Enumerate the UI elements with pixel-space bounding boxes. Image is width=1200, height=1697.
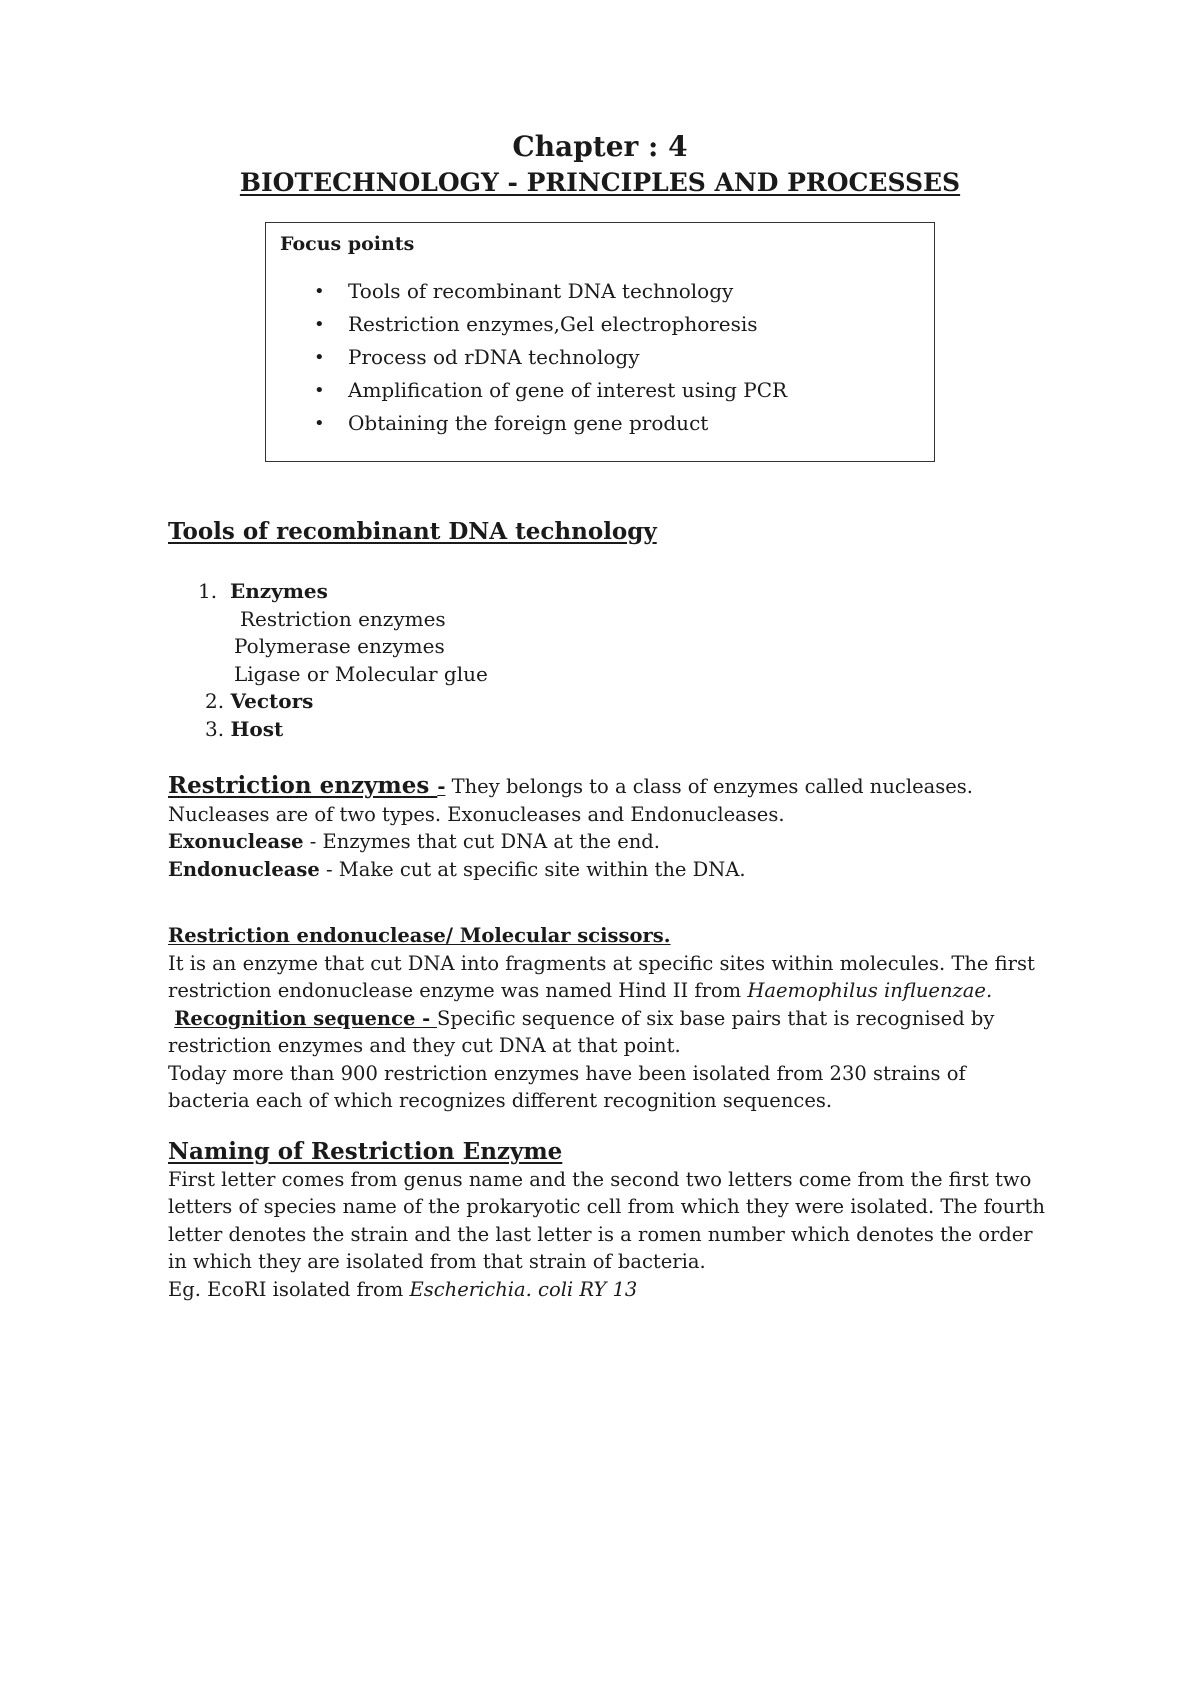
focus-point-text: Amplification of gene of interest using PCR (348, 378, 788, 402)
endonuclease-section (168, 922, 1048, 1115)
recognition-paragraph (168, 1005, 1048, 1060)
focus-points-box (265, 222, 935, 462)
restriction-intro-line (168, 772, 1048, 801)
focus-point-text: Obtaining the foreign gene product (348, 411, 709, 435)
tools-item-label: Vectors (230, 689, 314, 713)
focus-point-text: Restriction enzymes,Gel electrophoresis (348, 312, 758, 336)
recognition-definition: Specific sequence of six base pairs that is recognised by restriction enzymes and they cut DNA at that point. (168, 1006, 995, 1057)
recognition-term: Recognition sequence - (174, 1006, 438, 1030)
bullet-icon: • (314, 347, 325, 368)
example-species: Escherichia. coli RY 13 (409, 1277, 638, 1301)
bullet-icon: • (314, 413, 325, 434)
focus-point-text: Process od rDNA technology (348, 345, 640, 369)
tools-item-enzymes (198, 578, 488, 606)
naming-paragraph: First letter comes from genus name and the second two letters come from the first two letters of species name of the prokaryotic cell from which they were isolated. The fourth letter denotes the strain and the last letter is a romen number which denotes the order in which they are isolated from that strain of bacteria. (168, 1167, 1045, 1273)
endonuclease-heading: Restriction endonuclease/ Molecular scissors. (168, 924, 671, 947)
restriction-heading-dash: - (437, 775, 446, 798)
focus-point-item (306, 308, 787, 341)
exonuclease-definition: - Enzymes that cut DNA at the end. (303, 830, 660, 853)
focus-point-item (306, 275, 787, 308)
tools-subitem: Ligase or Molecular glue (234, 661, 488, 686)
bullet-icon: • (314, 281, 325, 302)
exonuclease-term: Exonuclease (168, 830, 304, 853)
endonuclease-definition: - Make cut at specific site within the DNA. (319, 857, 746, 881)
restriction-line: Nucleases are of two types. Exonucleases and Endonucleases. (168, 802, 785, 826)
focus-points-heading: Focus points (280, 233, 415, 255)
list-number: 3. (205, 716, 225, 741)
chapter-number: Chapter : 4 (512, 130, 688, 163)
tools-item-vectors (198, 688, 488, 716)
focus-point-text: Tools of recombinant DNA technology (348, 279, 734, 303)
focus-points-list (306, 275, 787, 440)
focus-point-item (306, 407, 787, 440)
tools-item-host (198, 716, 488, 744)
tools-heading: Tools of recombinant DNA technology (168, 518, 657, 545)
list-number: 1. (198, 579, 218, 603)
list-number: 2. (205, 689, 225, 713)
restriction-enzymes-section (168, 772, 1048, 883)
focus-point-item (306, 374, 787, 407)
restriction-heading: Restriction enzymes (168, 772, 438, 799)
naming-section (168, 1138, 1048, 1303)
tools-list (198, 578, 488, 743)
focus-point-item (306, 341, 787, 374)
endonuclease-paragraph (168, 950, 1048, 1005)
endonuclease-term: Endonuclease (168, 857, 320, 881)
bullet-icon: • (314, 314, 325, 335)
restriction-intro: They belongs to a class of enzymes called nucleases. (445, 775, 973, 798)
naming-heading: Naming of Restriction Enzyme (168, 1138, 563, 1165)
tools-subitem: Polymerase enzymes (234, 634, 445, 658)
tools-subitem: Restriction enzymes (240, 606, 446, 631)
bullet-icon: • (314, 380, 325, 401)
count-paragraph: Today more than 900 restriction enzymes have been isolated from 230 strains of bacteria each of which recognizes different recognition sequences. (168, 1061, 966, 1112)
paragraph-text: It is an enzyme that cut DNA into fragments at specific sites within molecules. The first restriction endonuclease enzyme was named Hind II from (168, 951, 1035, 1002)
example-text: Eg. EcoRI isolated from (168, 1277, 410, 1301)
tools-item-label: Enzymes (230, 579, 328, 603)
chapter-title: BIOTECHNOLOGY - PRINCIPLES AND PROCESSES (239, 168, 961, 197)
naming-example (168, 1276, 1048, 1304)
endonuclease-line (168, 856, 1048, 884)
species-name: Haemophilus influenzae. (747, 979, 993, 1002)
exonuclease-line (168, 828, 1048, 856)
tools-item-label: Host (230, 716, 284, 741)
